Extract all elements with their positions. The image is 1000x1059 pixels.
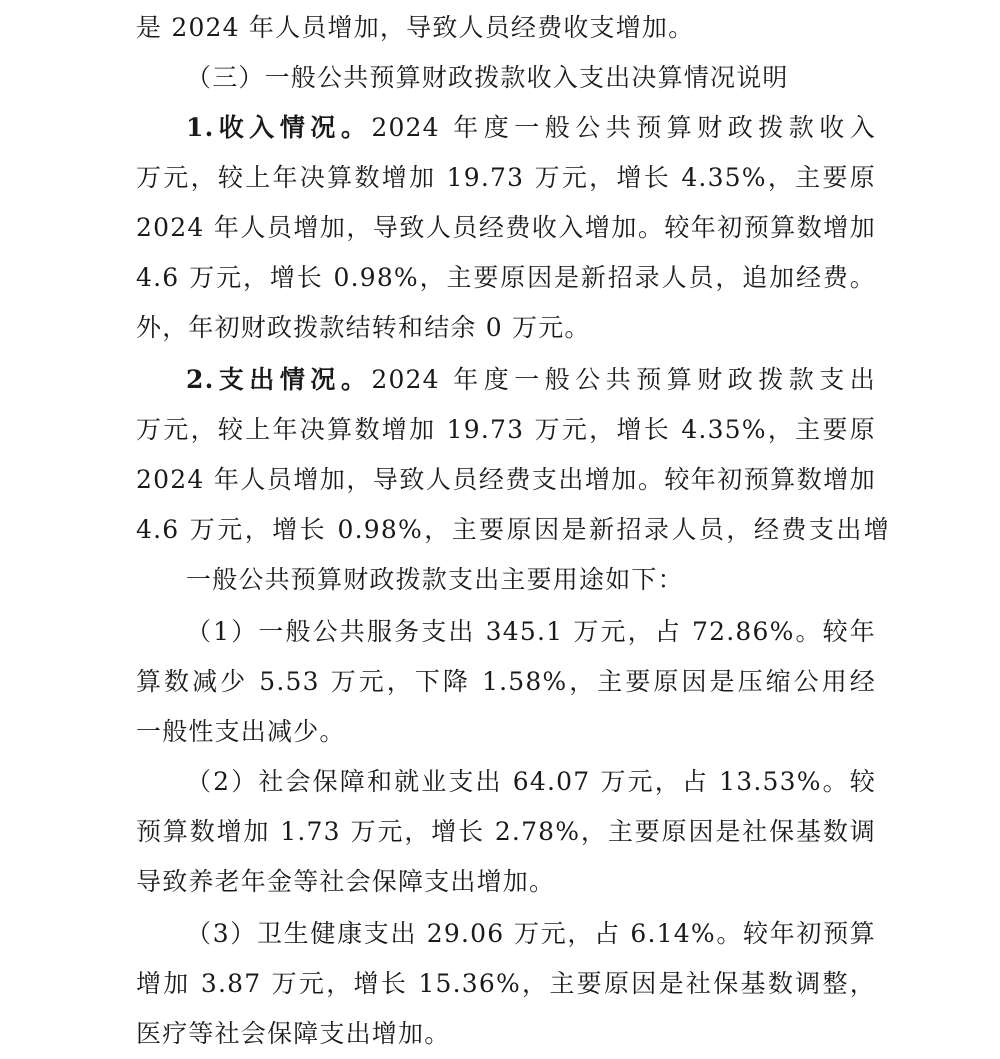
paragraph-line: 2024 年人员增加，导致人员经费收入增加。较年初预算数增加 bbox=[136, 213, 876, 242]
paragraph-line: 预算数增加 1.73 万元，增长 2.78%，主要原因是社保基数调 bbox=[136, 817, 876, 846]
paragraph-text: 2024 年度一般公共预算财政拨款收入 bbox=[371, 113, 876, 142]
paragraph-text: 2024 年度一般公共预算财政拨款支出 bbox=[371, 365, 876, 394]
paragraph-line bbox=[186, 103, 876, 153]
paragraph-line bbox=[186, 355, 876, 405]
paragraph-line: 是 2024 年人员增加，导致人员经费收支增加。 bbox=[136, 13, 695, 42]
subsection-heading: 2.支出情况。 bbox=[186, 365, 372, 394]
paragraph-line: 导致养老年金等社会保障支出增加。 bbox=[136, 867, 556, 896]
paragraph-line: 2024 年人员增加，导致人员经费支出增加。较年初预算数增加 bbox=[136, 465, 876, 494]
paragraph-line: 万元，较上年决算数增加 19.73 万元，增长 4.35%，主要原 bbox=[136, 415, 876, 444]
paragraph-line: （3）卫生健康支出 29.06 万元，占 6.14%。较年初预算 bbox=[186, 919, 876, 948]
section-heading: （三）一般公共预算财政拨款收入支出决算情况说明 bbox=[186, 63, 789, 92]
paragraph-line: 增加 3.87 万元，增长 15.36%，主要原因是社保基数调整， bbox=[136, 969, 876, 998]
paragraph-line: 一般性支出减少。 bbox=[136, 717, 346, 746]
paragraph-line: 4.6 万元，增长 0.98%，主要原因是新招录人员，经费支出增 bbox=[136, 515, 890, 544]
paragraph-line: （2）社会保障和就业支出 64.07 万元，占 13.53%。较 bbox=[186, 767, 876, 796]
subsection-heading: 1.收入情况。 bbox=[186, 113, 372, 142]
paragraph-line: 万元，较上年决算数增加 19.73 万元，增长 4.35%，主要原 bbox=[136, 163, 876, 192]
paragraph-line: 一般公共预算财政拨款支出主要用途如下： bbox=[186, 565, 684, 594]
paragraph-line: 外，年初财政拨款结转和结余 0 万元。 bbox=[136, 313, 591, 342]
paragraph-line: 医疗等社会保障支出增加。 bbox=[136, 1019, 451, 1048]
paragraph-line: 4.6 万元，增长 0.98%，主要原因是新招录人员，追加经费。 bbox=[136, 263, 876, 292]
paragraph-line: （1）一般公共服务支出 345.1 万元，占 72.86%。较年 bbox=[186, 617, 876, 646]
paragraph-line: 算数减少 5.53 万元，下降 1.58%，主要原因是压缩公用经 bbox=[136, 667, 876, 696]
